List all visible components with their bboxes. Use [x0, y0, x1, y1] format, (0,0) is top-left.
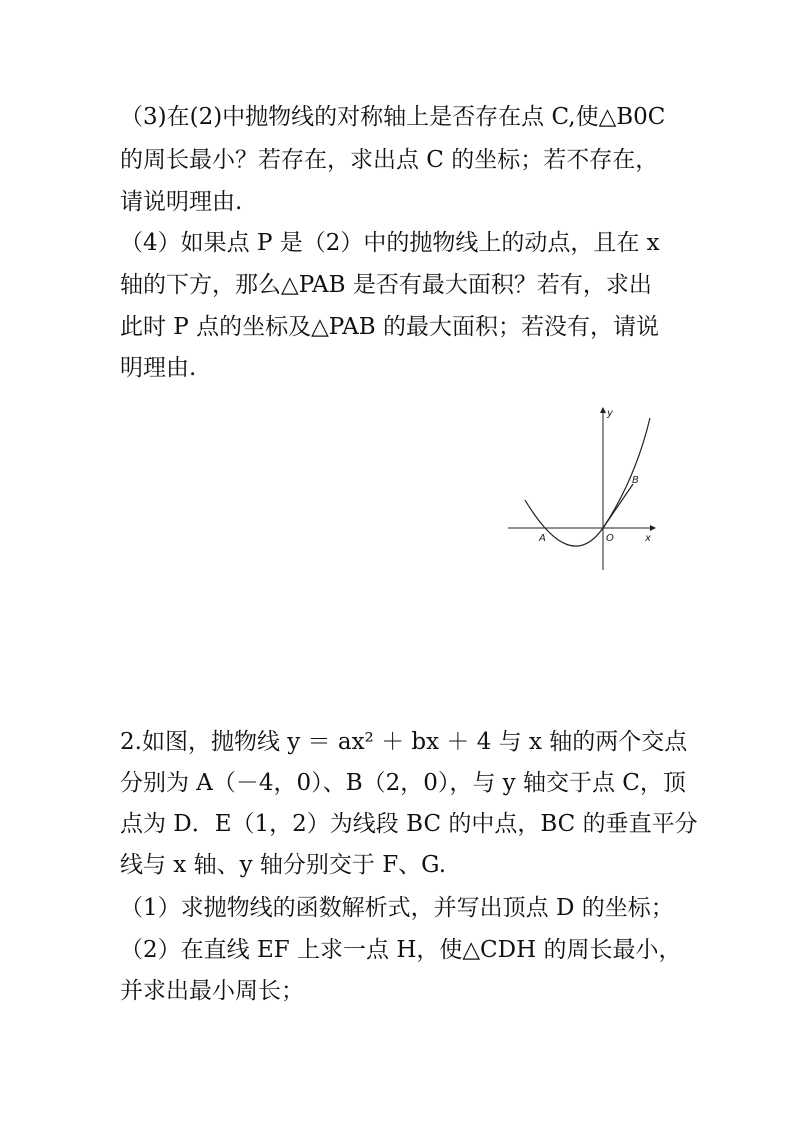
problem2-line-6: （2）在直线 EF 上求一点 H，使△CDH 的周长最小， [120, 937, 682, 963]
problem2-line-3: 点为 D．E（1，2）为线段 BC 的中点，BC 的垂直平分 [120, 811, 698, 837]
parabola-figure [500, 400, 670, 575]
problem1-line-5: 轴的下方，那么△PAB 是否有最大面积？若有，求出 [120, 272, 652, 298]
problem1-line-3: 请说明理由. [120, 189, 243, 215]
origin-label: O [606, 533, 614, 544]
problem2-line-1: 2.如图，抛物线 y ＝ ax² ＋ bx ＋ 4 与 x 轴的两个交点 [120, 729, 688, 755]
problem2-line-2: 分别为 A（－4，0）、B（2，0），与 y 轴交于点 C，顶 [120, 770, 686, 796]
problem1-line-1: （3)在(2)中抛物线的对称轴上是否存在点 C,使△B0C [120, 104, 666, 130]
segment-ob [603, 484, 633, 528]
problem2-line-4: 线与 x 轴、y 轴分别交于 F、G. [120, 852, 447, 878]
y-axis-label: y [607, 408, 613, 419]
problem1-line-6: 此时 P 点的坐标及△PAB 的最大面积；若没有，请说 [120, 314, 659, 340]
point-a-label: A [539, 533, 546, 544]
problem2-line-7: 并求出最小周长； [120, 978, 304, 1004]
problem2-line-5: （1）求抛物线的函数解析式，并写出顶点 D 的坐标； [120, 895, 674, 921]
problem1-line-7: 明理由. [120, 355, 197, 381]
point-b-label: B [632, 475, 639, 486]
problem1-line-2: 的周长最小？若存在，求出点 C 的坐标；若不存在， [120, 147, 659, 173]
problem1-line-4: （4）如果点 P 是（2）中的抛物线上的动点，且在 x [120, 230, 660, 256]
x-axis-label: x [645, 533, 651, 544]
